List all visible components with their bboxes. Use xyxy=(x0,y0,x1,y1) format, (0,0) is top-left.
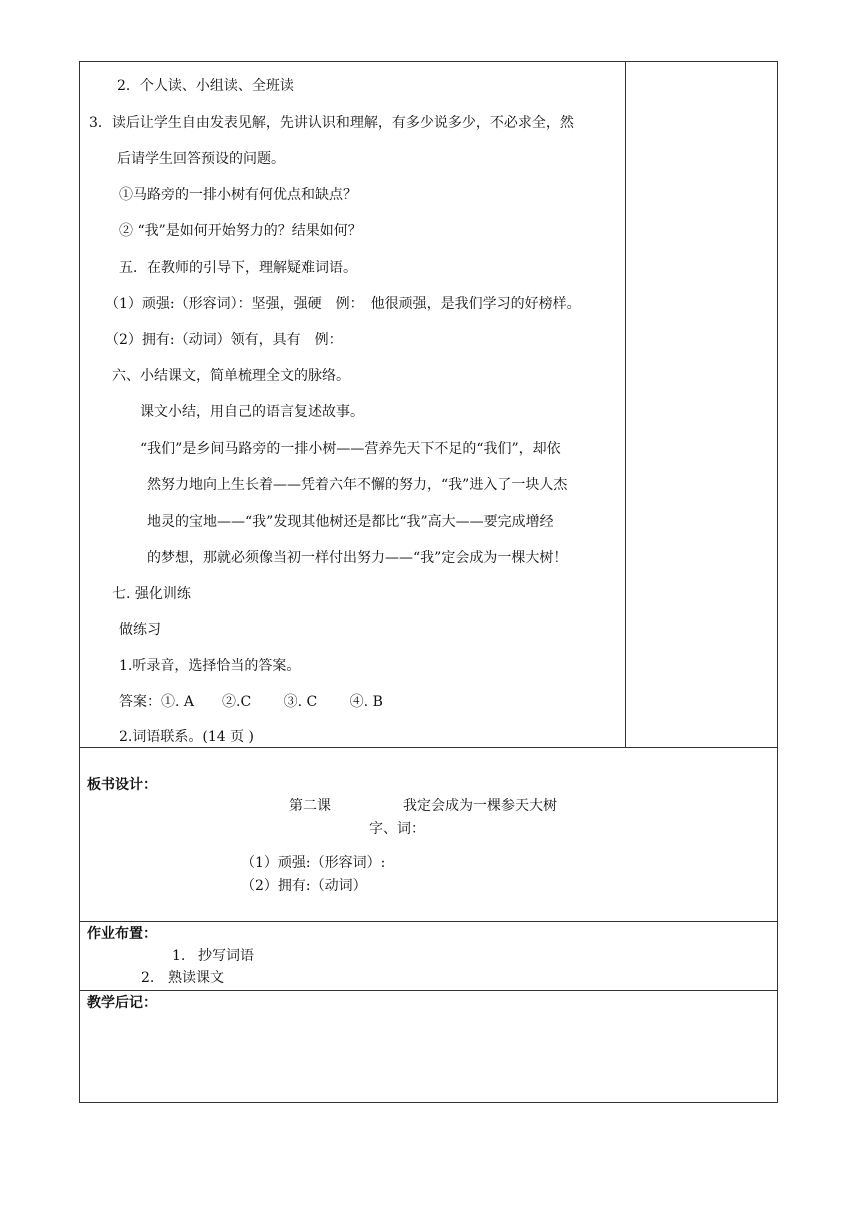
content-line: 后请学生回答预设的问题。 xyxy=(117,151,285,167)
homework-item-number: 1. xyxy=(172,948,186,964)
content-line: （2）拥有:（动词）领有，具有 例： xyxy=(105,332,343,348)
content-line: 课文小结，用自己的语言复述故事。 xyxy=(140,404,364,420)
lesson-title: 我定会成为一棵参天大树 xyxy=(403,798,557,814)
content-line: 地灵的宝地——“我”发现其他树还是都比“我”高大——要完成增经 xyxy=(147,514,554,530)
content-line: ①马路旁的一排小树有何优点和缺点？ xyxy=(119,187,357,203)
homework-item: 抄写词语 xyxy=(198,948,254,964)
blackboard-subheading: 字、词： xyxy=(369,821,425,837)
content-line: 七. 强化训练 xyxy=(112,586,191,602)
content-line: 的梦想，那就必须像当初一样付出努力——“我”定会成为一棵大树！ xyxy=(147,550,568,566)
blackboard-design-cell xyxy=(80,747,777,921)
content-line: 六、小结课文，简单梳理全文的脉络。 xyxy=(112,368,350,384)
blackboard-item: （2）拥有:（动词） xyxy=(241,878,367,894)
homework-item-number: 2. xyxy=(141,970,155,986)
teaching-process-cell xyxy=(80,62,777,747)
lesson-plan-table xyxy=(79,61,778,1103)
lesson-number: 第二课 xyxy=(289,798,331,814)
content-line: 五．在教师的引导下，理解疑难词语。 xyxy=(119,260,357,276)
content-line: 2．个人读、小组读、全班读 xyxy=(117,78,294,94)
content-line: （1）顽强:（形容词）：坚强，强硬 例： 他很顽强，是我们学习的好榜样。 xyxy=(105,296,581,312)
teaching-notes-cell xyxy=(80,990,777,1103)
content-line: ② “我”是如何开始努力的？结果如何？ xyxy=(119,223,362,239)
homework-heading: 作业布置： xyxy=(87,926,157,942)
blackboard-item: （1）顽强:（形容词）: xyxy=(241,855,386,871)
content-line: 1.听录音，选择恰当的答案。 xyxy=(119,658,301,674)
content-line: 答案：①. A ②.C ③. C ④. B xyxy=(119,694,383,710)
notes-heading: 教学后记： xyxy=(87,995,157,1011)
homework-cell xyxy=(80,921,777,990)
content-line: 3．读后让学生自由发表见解，先讲认识和理解，有多少说多少，不必求全，然 xyxy=(89,115,574,131)
content-line: “我们”是乡间马路旁的一排小树——营养先天下不足的“我们”，却依 xyxy=(140,441,561,457)
content-line: 做练习 xyxy=(119,622,161,638)
homework-item: 熟读课文 xyxy=(168,970,224,986)
blackboard-heading: 板书设计： xyxy=(87,777,157,793)
content-line: 2.词语联系。(14 页 ) xyxy=(119,729,254,745)
content-line: 然努力地向上生长着——凭着六年不懈的努力，“我”进入了一块人杰 xyxy=(147,477,568,493)
